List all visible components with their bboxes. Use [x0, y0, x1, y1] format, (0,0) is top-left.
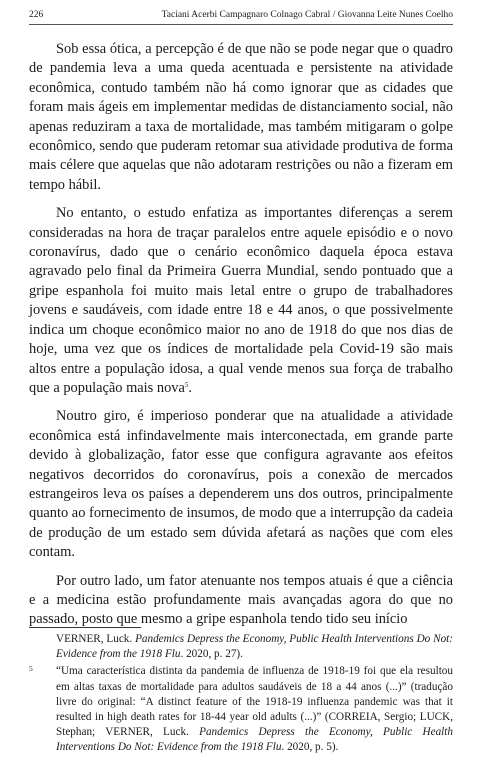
footnote-4-continued	[29, 632, 453, 662]
footnote-5-number: 5	[29, 664, 33, 674]
footnote-5-title: Pandemics Depress the Economy, Public Health Interventions Do Not: Evidence from the 1918 Flu	[56, 726, 453, 754]
paragraph-3: Noutro giro, é imperioso ponderar que na atualidade a atividade econômica está infindavelmente mais interconectada, em grande parte devido à globalização, fator esse que configura agravante aos efeitos negativos decorridos do coronavírus, pois a conexão de mercados estrangeiros leva os países a dependerem uns dos outros, principalmente quanto ao fornecimento de insumos, de modo que a interrupção da cadeia de produção de um estado sem dúvida afetará as nações que com eles contam.	[29, 408, 453, 561]
paragraph-1: Sob essa ótica, a percepção é de que não se pode negar que o quadro de pandemia leva a uma queda acentuada e persistente na atividade econômica, contudo também não há como ignorar que as cidades que foram mais ágeis em implementar medidas de distanciamento social, não apenas reduziram a taxa de mortalidade, mas também mitigaram o golpe econômico, sendo que puderam retomar sua atividade produtiva de forma mais célere que aquelas que não adotaram restrições ou não a fizeram em tempo hábil.	[29, 41, 453, 193]
footnotes	[29, 632, 453, 758]
footnote-5-text: “Uma característica distinta da pandemia de influenza de 1918-19 foi que ela resultou em altas taxas de mortalidade para adultos saudáveis de 18 a 44 anos (...)” (tradução livre do original: “A distinct feature of the 1918-19 influenza pandemic was that it resulted in high death rates for 18-44 year old adults (...)” (CORREIA, Sergio; LUCK, Stephan; VERNER, Luck.	[56, 665, 453, 739]
paragraph-2-text: No entanto, o estudo enfatiza as importantes diferenças a serem consideradas na hora de traçar paralelos entre aquele episódio e o novo coronavírus, dado que o cenário econômico daquela época estava agravado pelo final da Primeira Guerra Mundial, sendo pontuado que a gripe espanhola foi muito mais letal entre o grupo de trabalhadores jovens e saudáveis, com idade entre 18 e 44 anos, o que possivelmente indica um choque econômico maior no ano de 1918 do que nos dias de hoje, uma vez que os índices de mortalidade pela Covid-19 são mais altos entre a população idosa, a qual vende menos sua força de trabalho que a população mais nova	[29, 205, 453, 396]
running-head	[29, 8, 453, 25]
paragraph-2	[29, 204, 453, 398]
paragraph-2-end: .	[188, 379, 192, 396]
paragraph-4: Por outro lado, um fator atenuante nos tempos atuais é que a ciência e a medicina estão profundamente mais avançadas agora do que no passado, posto que mesmo a gripe espanhola tendo tido seu início	[29, 572, 453, 628]
body-text	[29, 40, 453, 639]
footnote-rule	[29, 627, 141, 628]
footnote-4-tail: . 2020, p. 27).	[180, 648, 243, 661]
footnote-5	[29, 664, 453, 755]
footnote-4-title: Pandemics Depress the Economy, Public Health Interventions Do Not: Evidence from the 1918 Flu	[56, 633, 453, 661]
running-title: Taciani Acerbi Campagnaro Colnago Cabral / Giovanna Leite Nunes Coelho	[161, 10, 453, 20]
footnote-5-tail: . 2020, p. 5).	[281, 741, 339, 754]
page-number: 226	[29, 10, 44, 20]
footnote-4-text: VERNER, Luck.	[56, 633, 136, 645]
footnote-reference-5: 5	[184, 380, 189, 389]
